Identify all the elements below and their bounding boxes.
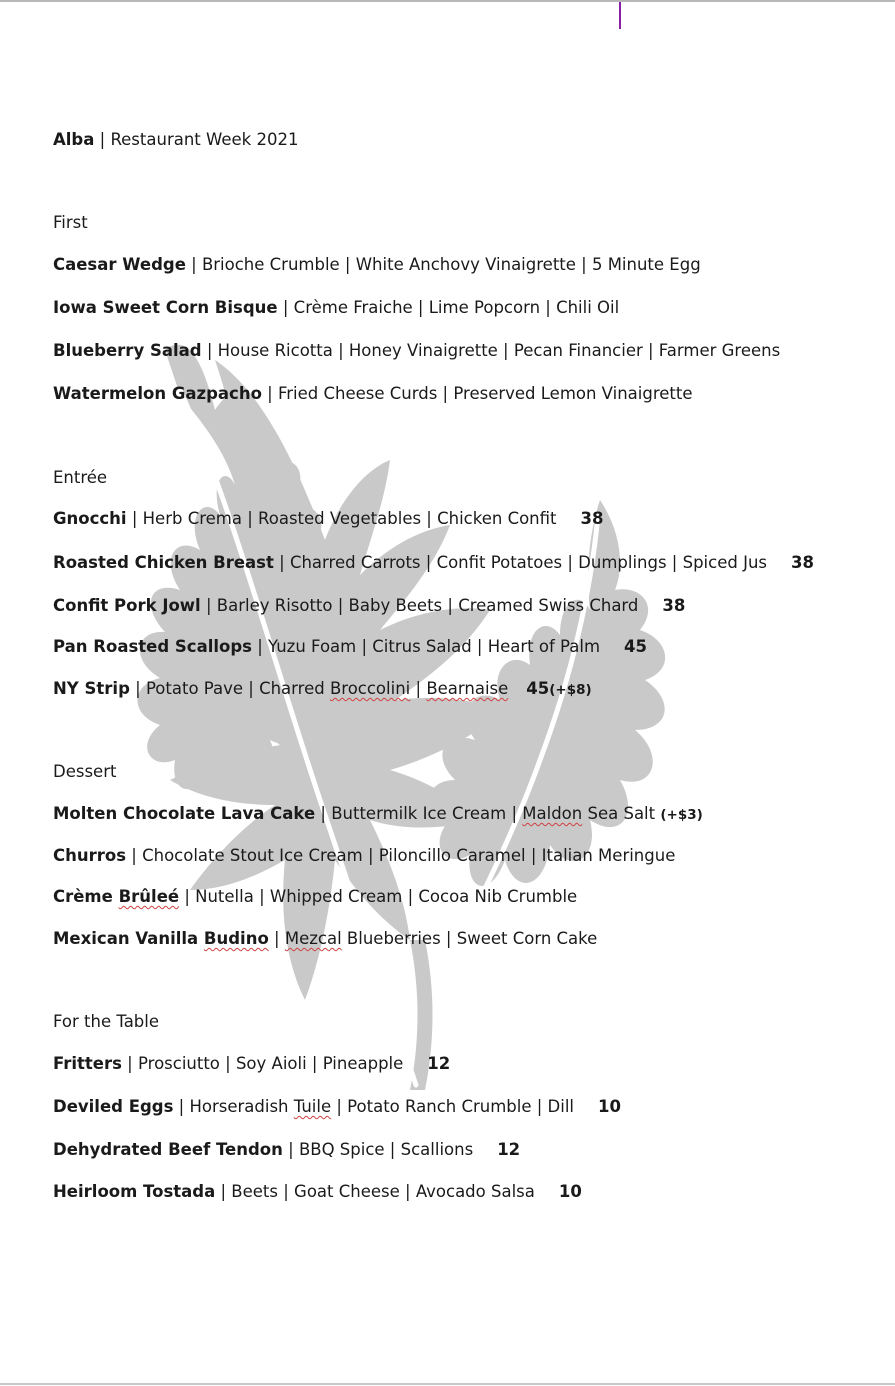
dish-surcharge: (+$8) [549, 682, 592, 698]
dish-details: | Yuzu Foam | Citrus Salad | Heart of Palm [251, 637, 601, 656]
menu-header [53, 129, 298, 151]
dish-details: Blueberries | Sweet Corn Cake [341, 929, 598, 948]
menu-item [53, 845, 675, 867]
menu-item [53, 297, 619, 319]
dish-details: | Beets | Goat Cheese | Avocado Salsa [215, 1182, 535, 1201]
dish-price: 38 [580, 509, 604, 528]
menu-item [53, 678, 592, 701]
dish-details: | Prosciutto | Soy Aioli | Pineapple [121, 1054, 404, 1073]
menu-item [53, 383, 693, 405]
dish-name: Mexican Vanilla [53, 929, 204, 948]
dish-details: Sea Salt [582, 804, 661, 823]
menu-item [53, 928, 597, 950]
dish-details: | BBQ Spice | Scallions [282, 1140, 474, 1159]
menu-item [53, 636, 647, 658]
dish-details: | House Ricotta | Honey Vinaigrette | Pecan Financier | Farmer Greens [201, 341, 781, 360]
dish-details: | Charred Carrots | Confit Potatoes | Dumplings | Spiced Jus [273, 553, 767, 572]
dish-price: 10 [558, 1182, 582, 1201]
menu-item [53, 254, 701, 276]
menu-item [53, 595, 685, 617]
dish-name: Gnocchi [53, 509, 127, 528]
spellcheck-word: Bearnaise [426, 679, 509, 698]
dish-name: Pan Roasted Scallops [53, 637, 252, 656]
dish-details: | Chocolate Stout Ice Cream | Piloncillo Caramel | Italian Meringue [126, 846, 676, 865]
dish-details: | Fried Cheese Curds | Preserved Lemon Vinaigrette [261, 384, 693, 403]
dish-name: Deviled Eggs [53, 1097, 174, 1116]
dish-details: | Brioche Crumble | White Anchovy Vinaigrette | 5 Minute Egg [185, 255, 701, 274]
dish-details: | [410, 679, 427, 698]
dish-surcharge: (+$3) [660, 807, 703, 823]
dish-details: | Potato Pave | Charred [129, 679, 330, 698]
header-separator: | [94, 130, 111, 149]
dish-details: | Barley Risotto | Baby Beets | Creamed Swiss Chard [200, 596, 639, 615]
menu-item [53, 1053, 450, 1075]
section-title-dessert: Dessert [53, 762, 117, 781]
dish-price: 10 [598, 1097, 621, 1116]
dish-price: 12 [497, 1140, 521, 1159]
section-title-first: First [53, 213, 88, 232]
event-title: Restaurant Week 2021 [110, 130, 299, 149]
section-title-table: For the Table [53, 1012, 160, 1031]
spellcheck-word: Mezcal [284, 929, 342, 948]
spellcheck-word: Tuile [293, 1097, 332, 1116]
dish-name: Blueberry Salad [53, 341, 202, 360]
dish-price: 12 [427, 1054, 451, 1073]
menu-item [53, 803, 703, 826]
dish-details: | Crème Fraiche | Lime Popcorn | Chili Oil [277, 298, 620, 317]
dish-name: Caesar Wedge [53, 255, 186, 274]
spellcheck-word: Budino [203, 929, 269, 948]
dish-details: | Nutella | Whipped Cream | Cocoa Nib Crumble [179, 887, 578, 906]
menu-item [53, 340, 780, 362]
dish-details: | Horseradish [173, 1097, 294, 1116]
dish-name: Heirloom Tostada [53, 1182, 216, 1201]
dish-name: Crème [53, 887, 119, 906]
dish-details: | Buttermilk Ice Cream | [315, 804, 523, 823]
spellcheck-word: Brûleé [118, 887, 180, 906]
menu-item [53, 1139, 520, 1161]
dish-name: Fritters [53, 1054, 122, 1073]
menu-item [53, 1181, 582, 1203]
menu-item [53, 886, 577, 908]
dish-name: NY Strip [53, 679, 130, 698]
dish-price: 38 [791, 553, 814, 572]
menu-item [53, 552, 814, 574]
restaurant-name: Alba [53, 130, 95, 149]
dish-name: Watermelon Gazpacho [53, 384, 262, 403]
dish-name: Roasted Chicken Breast [53, 553, 274, 572]
spellcheck-word: Maldon [522, 804, 583, 823]
dish-price: 45 [526, 679, 550, 698]
menu-item [53, 508, 603, 530]
dish-price: 45 [624, 637, 647, 656]
dish-name: Churros [53, 846, 127, 865]
dish-name: Dehydrated Beef Tendon [53, 1140, 283, 1159]
dish-details: | Herb Crema | Roasted Vegetables | Chicken Confit [126, 509, 557, 528]
menu-item [53, 1096, 621, 1118]
dish-name: Molten Chocolate Lava Cake [53, 804, 316, 823]
section-title-entree: Entrée [53, 468, 108, 487]
spellcheck-word: Broccolini [329, 679, 411, 698]
dish-details: | [268, 929, 285, 948]
dish-name: Confit Pork Jowl [53, 596, 201, 615]
dish-details: | Potato Ranch Crumble | Dill [331, 1097, 575, 1116]
dish-price: 38 [662, 596, 686, 615]
dish-name: Iowa Sweet Corn Bisque [53, 298, 278, 317]
